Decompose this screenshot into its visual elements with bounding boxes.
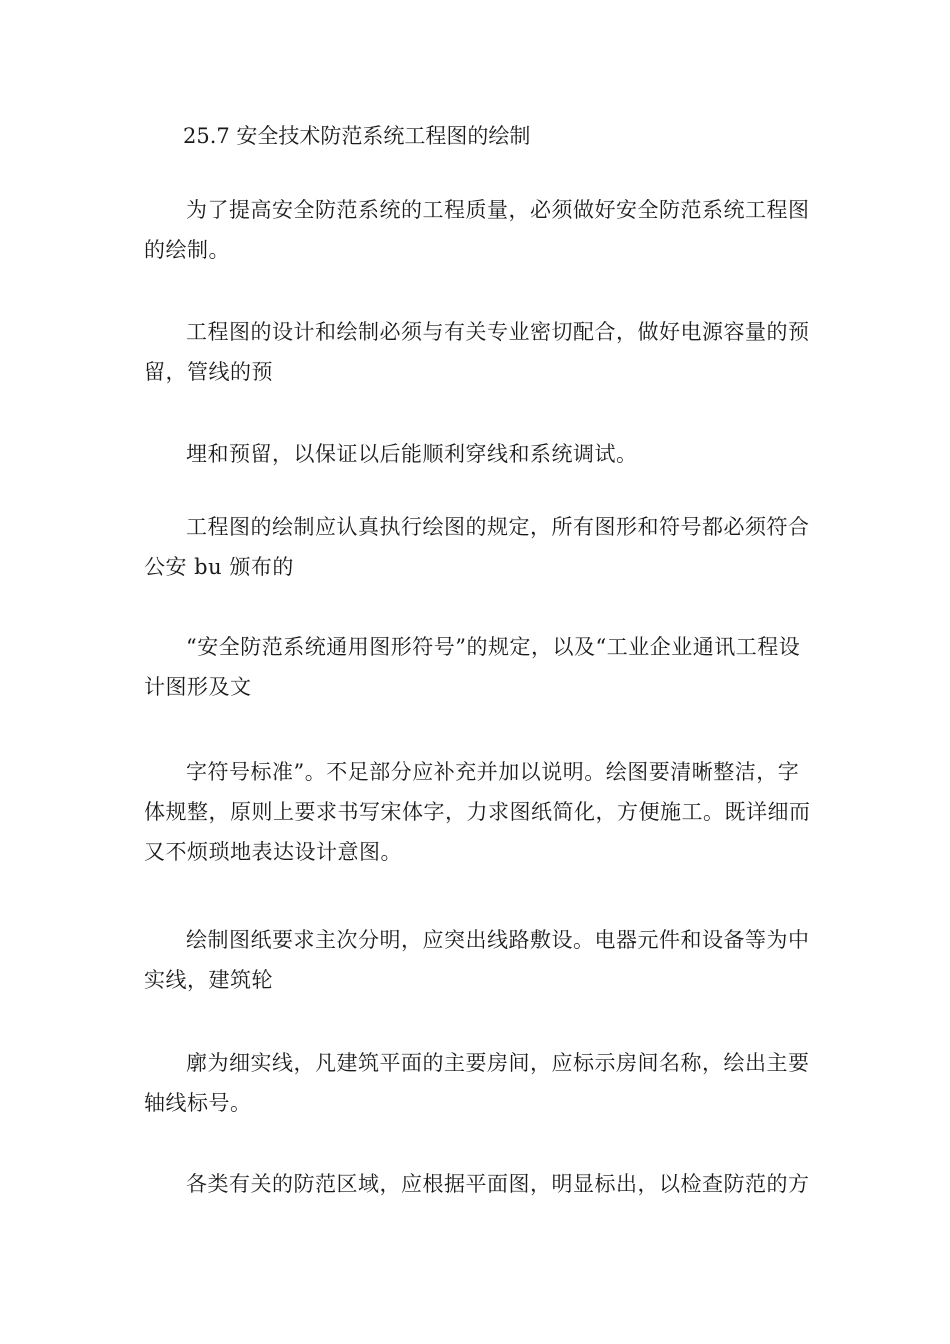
section-heading: 25.7 安全技术防范系统工程图的绘制 [183,124,531,148]
paragraph-7: 绘制图纸要求主次分明，应突出线路敷设。电器元件和设备等为中实线，建筑轮 [144,928,810,992]
paragraph-4: 工程图的绘制应认真执行绘图的规定，所有图形和符号都必须符合公安 bu 颁布的 [144,515,810,579]
paragraph-6: 字符号标准”。不足部分应补充并加以说明。绘图要清晰整洁，字体规整，原则上要求书写宋体字，力求图纸简化，方便施工。既详细而又不烦琐地表达设计意图。 [144,760,811,864]
paragraph-8: 廓为细实线，凡建筑平面的主要房间，应标示房间名称，绘出主要轴线标号。 [144,1051,810,1115]
paragraph-2: 工程图的设计和绘制必须与有关专业密切配合，做好电源容量的预留，管线的预 [144,320,810,384]
paragraph-1: 为了提高安全防范系统的工程质量，必须做好安全防范系统工程图的绘制。 [144,198,810,262]
paragraph-5: “安全防范系统通用图形符号”的规定，以及“工业企业通讯工程设计图形及文 [144,635,801,699]
paragraph-3: 埋和预留，以保证以后能顺利穿线和系统调试。 [186,442,638,466]
paragraph-9: 各类有关的防范区域，应根据平面图，明显标出，以检查防范的方 [186,1172,810,1196]
